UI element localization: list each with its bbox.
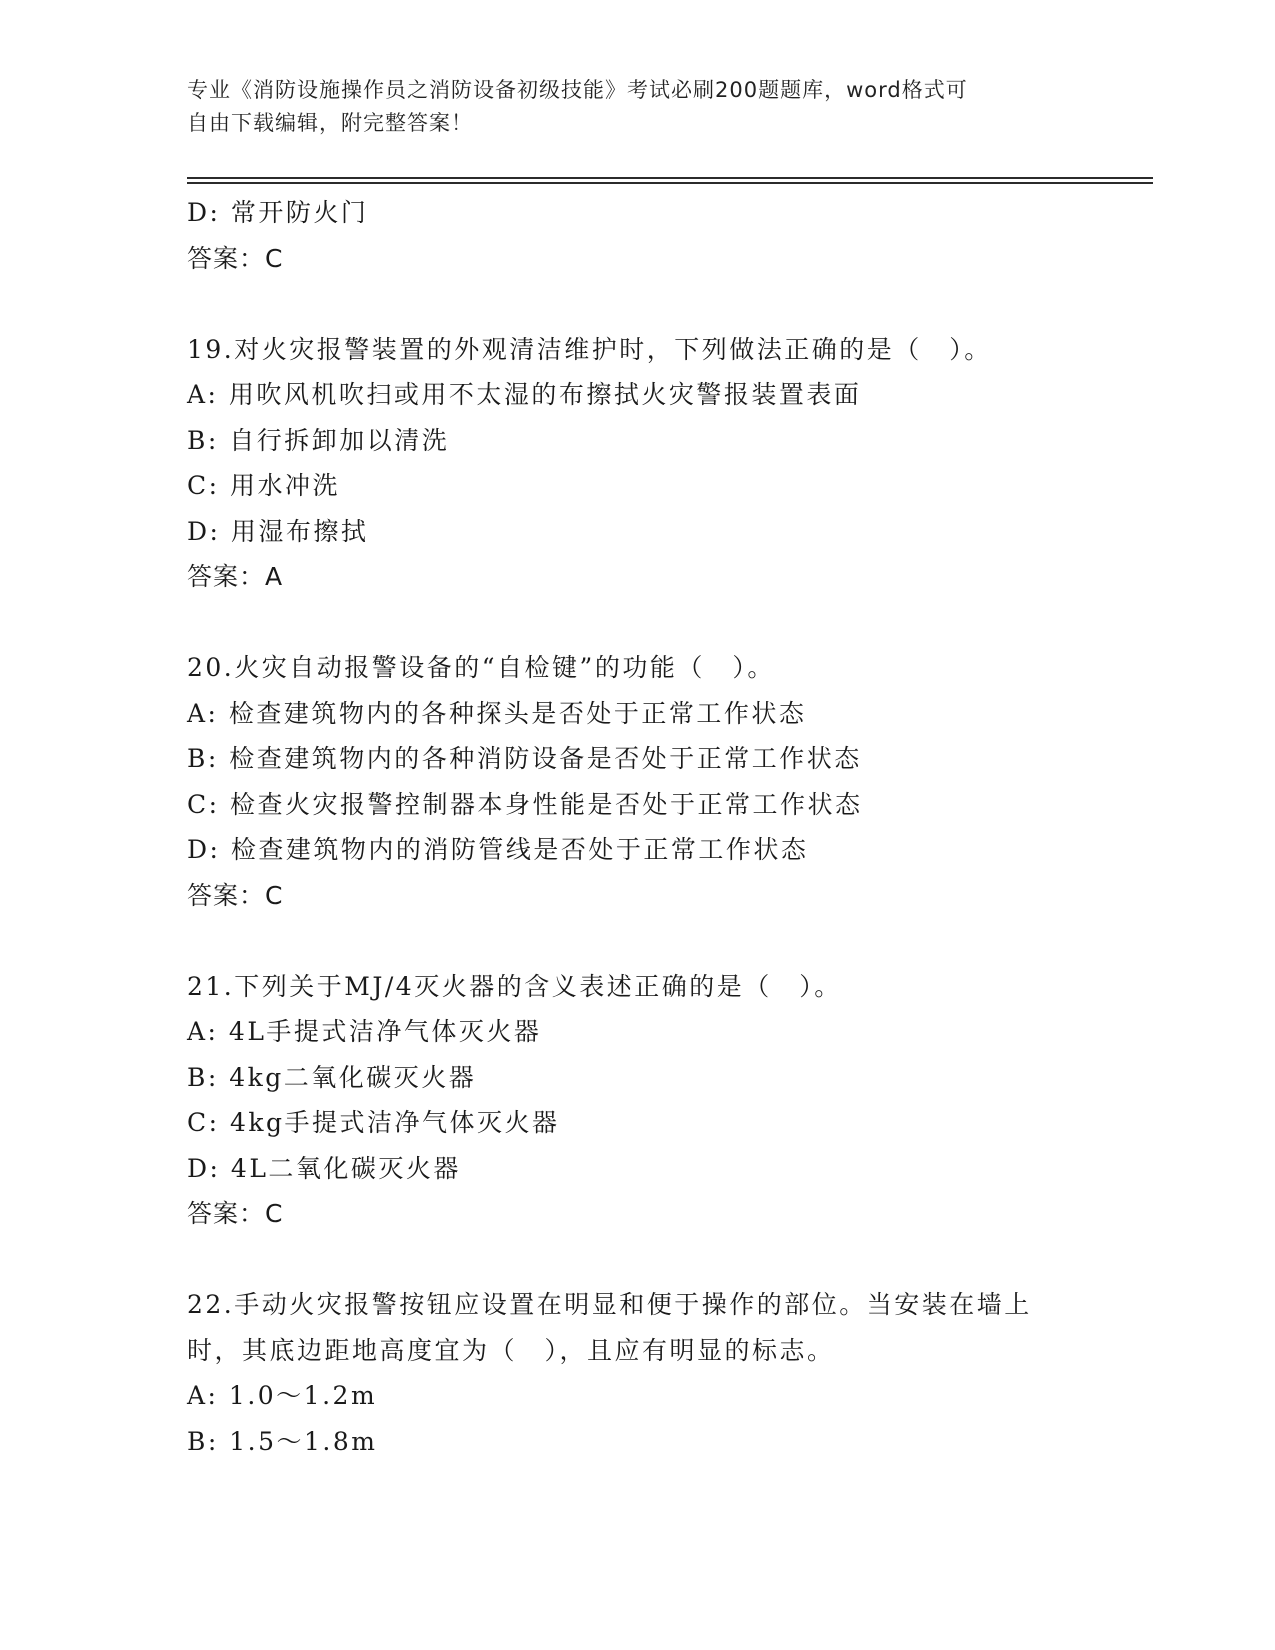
- option-c: C: 用水冲洗: [187, 471, 340, 500]
- question-stem: 20.火灾自动报警设备的“自检键”的功能（ ）。: [187, 653, 775, 682]
- question-stem-line-2: 时，其底边距地高度宜为（ ），且应有明显的标志。: [187, 1335, 835, 1365]
- question-stem: 19.对火灾报警装置的外观清洁维护时，下列做法正确的是（ ）。: [187, 334, 992, 364]
- option-a: A: 用吹风机吹扫或用不太湿的布擦拭火灾警报装置表面: [187, 380, 862, 409]
- spacer: [187, 281, 1187, 327]
- option-c: C: 4kg手提式洁净气体灭火器: [187, 1108, 560, 1137]
- question-19: [187, 327, 1187, 600]
- option-b: B: 1.5～1.8m: [187, 1426, 378, 1456]
- header-line-2: 自由下载编辑，附完整答案！: [187, 111, 473, 135]
- option-b: B: 4kg二氧化碳灭火器: [187, 1062, 477, 1092]
- question-22: [187, 1282, 1187, 1464]
- question-stem-line-1: 22.手动火灾报警按钮应设置在明显和便于操作的部位。当安装在墙上: [187, 1290, 1032, 1319]
- option-d: D: 用湿布擦拭: [187, 516, 369, 546]
- question-20: [187, 645, 1187, 918]
- spacer: [187, 600, 1187, 646]
- answer-line: 答案：C: [187, 880, 284, 910]
- option-a: A: 4L手提式洁净气体灭火器: [187, 1017, 542, 1046]
- option-a: A: 1.0～1.2m: [187, 1381, 378, 1410]
- option-b: B: 检查建筑物内的各种消防设备是否处于正常工作状态: [187, 744, 862, 773]
- spacer: [187, 1237, 1187, 1283]
- previous-question-tail: [187, 190, 1187, 281]
- option-d: D: 常开防火门: [187, 198, 369, 227]
- spacer: [187, 918, 1187, 964]
- document-header: [187, 74, 1087, 140]
- header-divider-top: [187, 177, 1153, 179]
- option-c: C: 检查火灾报警控制器本身性能是否处于正常工作状态: [187, 789, 863, 819]
- option-d: D: 检查建筑物内的消防管线是否处于正常工作状态: [187, 835, 809, 864]
- header-line-1: 专业《消防设施操作员之消防设备初级技能》考试必刷200题题库，word格式可: [187, 78, 968, 102]
- question-21: [187, 964, 1187, 1237]
- header-divider-bottom: [187, 182, 1153, 184]
- option-a: A: 检查建筑物内的各种探头是否处于正常工作状态: [187, 698, 807, 728]
- document-body: [187, 190, 1187, 1464]
- question-stem: 21.下列关于MJ/4灭火器的含义表述正确的是（ ）。: [187, 971, 842, 1001]
- answer-line: 答案：C: [187, 1199, 284, 1228]
- option-b: B: 自行拆卸加以清洗: [187, 425, 450, 455]
- answer-line: 答案：C: [187, 243, 284, 273]
- answer-line: 答案：A: [187, 562, 284, 591]
- option-d: D: 4L二氧化碳灭火器: [187, 1153, 461, 1183]
